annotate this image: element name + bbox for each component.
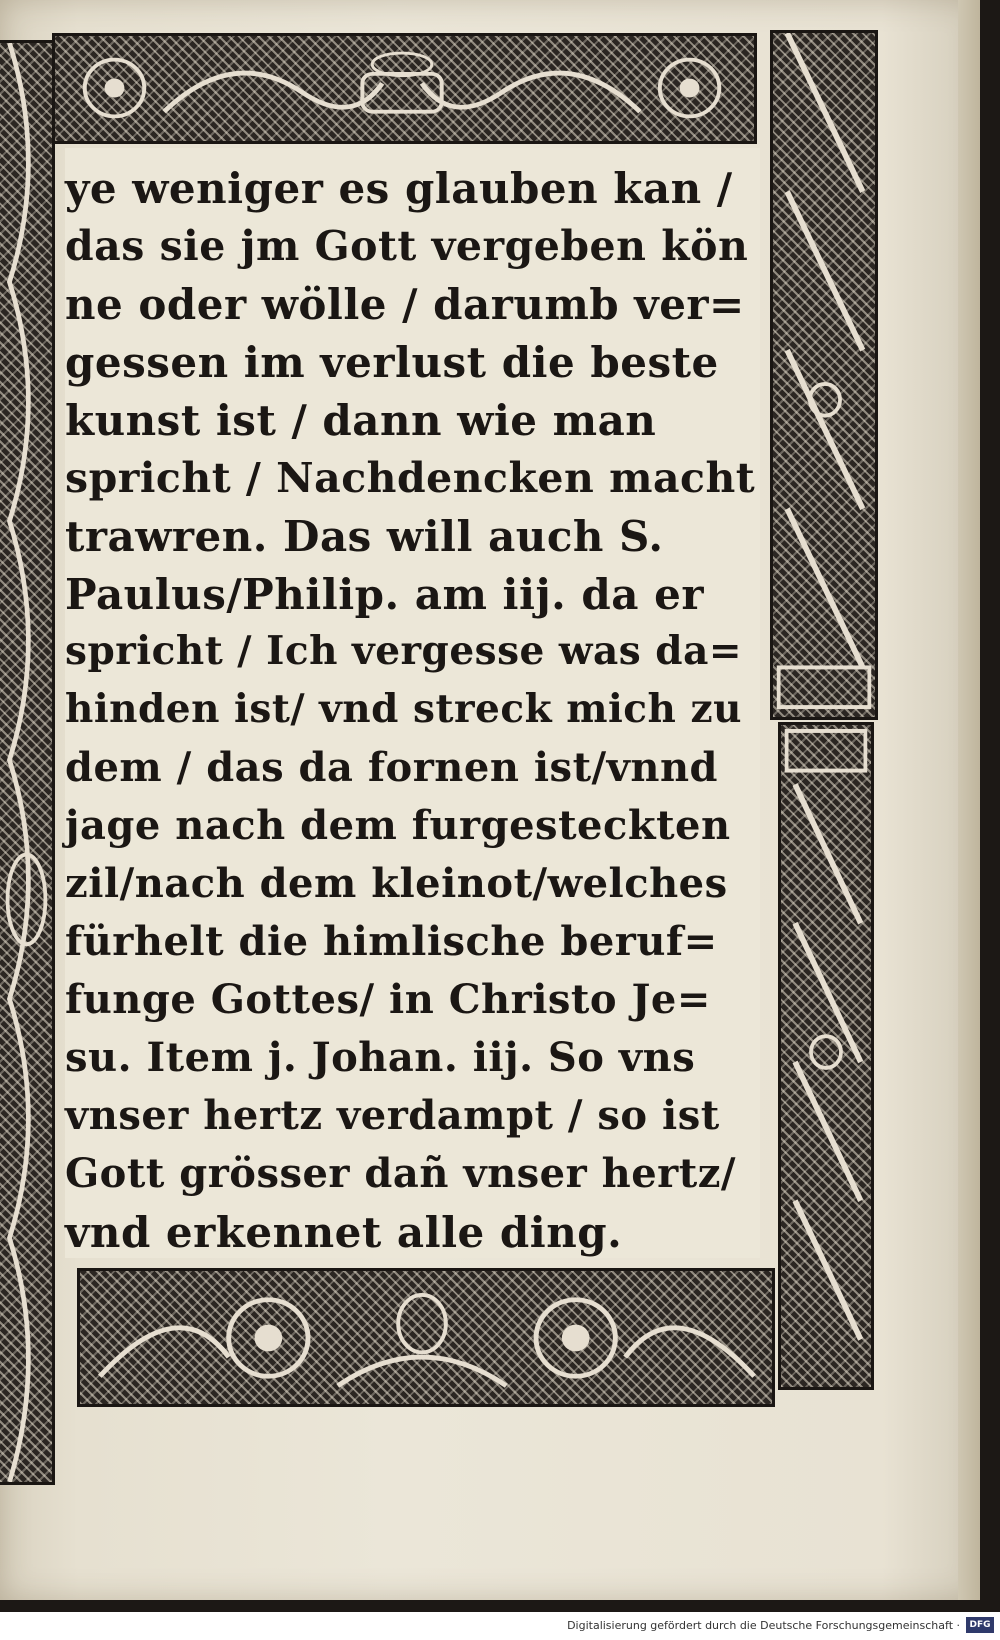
text-line: Gott grösser dañ vnser hertz/ (65, 1150, 737, 1197)
text-line: fürhelt die himlische beruf= (65, 918, 718, 965)
text-line: kunst ist / dann wie man (65, 396, 657, 445)
ornament-top-border (52, 33, 757, 144)
funding-credit: Digitalisierung gefördert durch die Deutsche Forschungsgemeinschaft · (567, 1619, 960, 1632)
text-line: vnser hertz verdampt / so ist (65, 1092, 720, 1139)
ornament-bottom-border (77, 1268, 775, 1407)
text-line: zil/nach dem kleinot/welches (65, 860, 728, 907)
footer-bar (0, 1612, 1000, 1640)
text-line: spricht / Ich vergesse was da= (65, 628, 743, 674)
ornament-left-border (0, 40, 55, 1485)
text-line: das sie jm Gott vergeben kön (65, 222, 749, 270)
text-line: gessen im verlust die beste (65, 338, 719, 387)
text-line: trawren. Das will auch S. (65, 512, 664, 561)
ornament-right-column-upper (770, 30, 878, 720)
text-line: funge Gottes/ in Christo Je= (65, 976, 711, 1023)
text-block (65, 148, 760, 1258)
text-line: ne oder wölle / darumb ver= (65, 280, 745, 329)
dfg-logo: DFG (966, 1617, 994, 1633)
text-line: su. Item j. Johan. iij. So vns (65, 1034, 696, 1081)
page-edge (958, 0, 980, 1600)
text-line: vnd erkennet alle ding. (65, 1208, 623, 1257)
text-line: spricht / Nachdencken macht (65, 454, 756, 502)
text-line: dem / das da fornen ist/vnnd (65, 744, 719, 791)
text-line: Paulus/Philip. am iij. da er (65, 570, 704, 619)
text-line: jage nach dem furgesteckten (65, 802, 731, 849)
text-line: hinden ist/ vnd streck mich zu (65, 686, 742, 732)
text-line: ye weniger es glauben kan / (65, 164, 733, 213)
ornament-right-column-lower (778, 722, 874, 1390)
